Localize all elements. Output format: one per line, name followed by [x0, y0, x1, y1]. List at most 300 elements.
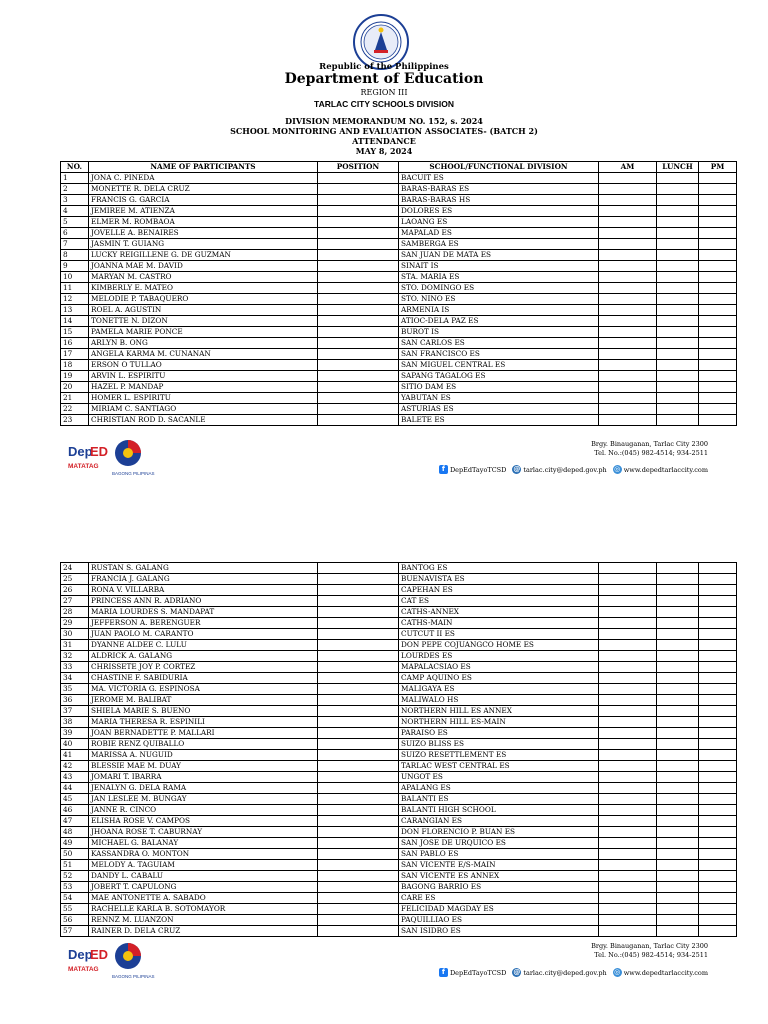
am-signature-cell [599, 849, 657, 860]
lunch-signature-cell [657, 926, 699, 937]
bagong-pilipinas-logo-icon [110, 438, 155, 478]
footer-address: Brgy. Binauganan, Tarlac City 2300 [591, 942, 708, 950]
memo-block [0, 116, 768, 156]
school-name: MAPALACSIAO ES [399, 662, 599, 673]
region-line: REGION III [360, 88, 408, 97]
table-row [61, 926, 737, 937]
school-name: SAN VICENTE E/S-MAIN [399, 860, 599, 871]
am-signature-cell [599, 673, 657, 684]
position-cell [318, 585, 399, 596]
position-cell [318, 915, 399, 926]
school-name: CAPEHAN ES [399, 585, 599, 596]
am-signature-cell [599, 393, 657, 404]
lunch-signature-cell [657, 338, 699, 349]
school-name: BARAS-BARAS HS [399, 195, 599, 206]
school-name: LAOANG ES [399, 217, 599, 228]
participant-name: DANDY L. CABALU [89, 871, 318, 882]
row-number: 6 [61, 228, 89, 239]
school-name: LOURDES ES [399, 651, 599, 662]
row-number: 52 [61, 871, 89, 882]
lunch-signature-cell [657, 706, 699, 717]
school-name: STO. NINO ES [399, 294, 599, 305]
participant-name: KIMBERLY E. MATEO [89, 283, 318, 294]
division-name: TARLAC CITY SCHOOLS DIVISION [314, 99, 454, 109]
lunch-signature-cell [657, 860, 699, 871]
row-number: 14 [61, 316, 89, 327]
pm-signature-cell [699, 772, 737, 783]
position-cell [318, 893, 399, 904]
am-signature-cell [599, 596, 657, 607]
lunch-signature-cell [657, 695, 699, 706]
lunch-signature-cell [657, 349, 699, 360]
am-signature-cell [599, 915, 657, 926]
table-row [61, 360, 737, 371]
svg-text:BAGONG PILIPINAS: BAGONG PILIPINAS [112, 974, 155, 979]
am-signature-cell [599, 882, 657, 893]
row-number: 11 [61, 283, 89, 294]
row-number: 8 [61, 250, 89, 261]
am-signature-cell [599, 415, 657, 426]
school-name: FELICIDAD MAGDAY ES [399, 904, 599, 915]
am-signature-cell [599, 860, 657, 871]
pm-signature-cell [699, 871, 737, 882]
participant-name: CHRISTIAN ROD D. SACANLE [89, 415, 318, 426]
pm-signature-cell [699, 695, 737, 706]
position-cell [318, 382, 399, 393]
pm-signature-cell [699, 860, 737, 871]
pm-signature-cell [699, 915, 737, 926]
school-name: CARANGIAN ES [399, 816, 599, 827]
participant-name: MARISSA A. NUGUID [89, 750, 318, 761]
row-number: 36 [61, 695, 89, 706]
am-signature-cell [599, 640, 657, 651]
am-signature-cell [599, 728, 657, 739]
row-number: 2 [61, 184, 89, 195]
email-address: tarlac.city@deped.gov.ph [523, 968, 607, 977]
pm-signature-cell [699, 750, 737, 761]
school-name: SAN MIGUEL CENTRAL ES [399, 360, 599, 371]
pm-signature-cell [699, 849, 737, 860]
participant-name: MARYAN M. CASTRO [89, 272, 318, 283]
row-number: 27 [61, 596, 89, 607]
pm-signature-cell [699, 228, 737, 239]
table-row [61, 415, 737, 426]
pm-signature-cell [699, 816, 737, 827]
am-signature-cell [599, 371, 657, 382]
participant-name: RONA V. VILLARBA [89, 585, 318, 596]
row-number: 39 [61, 728, 89, 739]
lunch-signature-cell [657, 783, 699, 794]
table-row [61, 838, 737, 849]
table-row [61, 882, 737, 893]
pm-signature-cell [699, 250, 737, 261]
am-signature-cell [599, 360, 657, 371]
am-signature-cell [599, 563, 657, 574]
pm-signature-cell [699, 728, 737, 739]
website-contact[interactable] [613, 968, 708, 977]
svg-text:ED: ED [90, 444, 109, 459]
am-signature-cell [599, 272, 657, 283]
table-row [61, 695, 737, 706]
attendance-table-page-2 [60, 562, 737, 937]
am-signature-cell [599, 717, 657, 728]
lunch-signature-cell [657, 283, 699, 294]
lunch-signature-cell [657, 915, 699, 926]
table-row [61, 184, 737, 195]
position-cell [318, 618, 399, 629]
lunch-signature-cell [657, 195, 699, 206]
website-url: www.depedtarlaccity.com [623, 968, 708, 977]
pm-signature-cell [699, 618, 737, 629]
am-signature-cell [599, 618, 657, 629]
participant-name: ERSON O TULLAO [89, 360, 318, 371]
table-row [61, 239, 737, 250]
am-signature-cell [599, 662, 657, 673]
pm-signature-cell [699, 404, 737, 415]
footer-tel: Tel. No.:(045) 982-4514; 934-2511 [594, 449, 708, 457]
school-name: DON FLORENCIO P. BUAN ES [399, 827, 599, 838]
position-cell [318, 838, 399, 849]
table-row [61, 893, 737, 904]
am-signature-cell [599, 772, 657, 783]
table-row [61, 393, 737, 404]
participant-name: JEFFERSON A. BERENGUER [89, 618, 318, 629]
position-cell [318, 228, 399, 239]
position-cell [318, 827, 399, 838]
facebook-icon: f [439, 968, 448, 977]
participant-name: CHASTINE F. SABIDURIA [89, 673, 318, 684]
lunch-signature-cell [657, 827, 699, 838]
table-row [61, 228, 737, 239]
row-number: 20 [61, 382, 89, 393]
position-cell [318, 717, 399, 728]
pm-signature-cell [699, 217, 737, 228]
school-name: BALETE ES [399, 415, 599, 426]
lunch-signature-cell [657, 662, 699, 673]
position-cell [318, 239, 399, 250]
participant-name: BLESSIE MAE M. DUAY [89, 761, 318, 772]
row-number: 42 [61, 761, 89, 772]
participant-name: MIRIAM C. SANTIAGO [89, 404, 318, 415]
table-row [61, 706, 737, 717]
school-name: CATHS-ANNEX [399, 607, 599, 618]
school-name: SAN PABLO ES [399, 849, 599, 860]
table-row [61, 272, 737, 283]
position-cell [318, 360, 399, 371]
lunch-signature-cell [657, 882, 699, 893]
table-row [61, 761, 737, 772]
lunch-signature-cell [657, 228, 699, 239]
row-number: 29 [61, 618, 89, 629]
participant-name: MA. VICTORIA G. ESPINOSA [89, 684, 318, 695]
participant-name: ARLYN B. ONG [89, 338, 318, 349]
lunch-signature-cell [657, 772, 699, 783]
table-row [61, 662, 737, 673]
lunch-signature-cell [657, 217, 699, 228]
table-row [61, 574, 737, 585]
pm-signature-cell [699, 206, 737, 217]
lunch-signature-cell [657, 750, 699, 761]
pm-signature-cell [699, 195, 737, 206]
am-signature-cell [599, 404, 657, 415]
school-name: ATIOC-DELA PAZ ES [399, 316, 599, 327]
row-number: 17 [61, 349, 89, 360]
participant-name: MONETTE R. DELA CRUZ [89, 184, 318, 195]
pm-signature-cell [699, 893, 737, 904]
lunch-signature-cell [657, 206, 699, 217]
participant-name: ROBIE RENZ QUIBALLO [89, 739, 318, 750]
am-signature-cell [599, 838, 657, 849]
row-number: 47 [61, 816, 89, 827]
school-name: NORTHERN HILL ES ANNEX [399, 706, 599, 717]
lunch-signature-cell [657, 327, 699, 338]
pm-signature-cell [699, 684, 737, 695]
am-signature-cell [599, 684, 657, 695]
lunch-signature-cell [657, 393, 699, 404]
position-cell [318, 662, 399, 673]
am-signature-cell [599, 184, 657, 195]
school-name: BANTOG ES [399, 563, 599, 574]
lunch-signature-cell [657, 816, 699, 827]
position-cell [318, 849, 399, 860]
pm-signature-cell [699, 563, 737, 574]
table-row [61, 371, 737, 382]
participant-name: ROEL A. AGUSTIN [89, 305, 318, 316]
table-row [61, 327, 737, 338]
lunch-signature-cell [657, 849, 699, 860]
lunch-signature-cell [657, 629, 699, 640]
school-name: BUROT IS [399, 327, 599, 338]
facebook-contact[interactable] [439, 465, 506, 474]
table-row [61, 195, 737, 206]
header-am: AM [599, 162, 657, 173]
lunch-signature-cell [657, 382, 699, 393]
participant-name: KASSANDRA O. MONTON [89, 849, 318, 860]
position-cell [318, 629, 399, 640]
school-name: PAQUILLIAO ES [399, 915, 599, 926]
table-row [61, 860, 737, 871]
lunch-signature-cell [657, 871, 699, 882]
participant-name: ALDRICK A. GALANG [89, 651, 318, 662]
row-number: 23 [61, 415, 89, 426]
memo-subject: SCHOOL MONITORING AND EVALUATION ASSOCIATES- (BATCH 2) [230, 126, 538, 136]
row-number: 24 [61, 563, 89, 574]
lunch-signature-cell [657, 574, 699, 585]
header-name: NAME OF PARTICIPANTS [89, 162, 318, 173]
participant-name: FRANCIA J. GALANG [89, 574, 318, 585]
position-cell [318, 860, 399, 871]
position-cell [318, 805, 399, 816]
participant-name: JONA C. PINEDA [89, 173, 318, 184]
row-number: 35 [61, 684, 89, 695]
position-cell [318, 926, 399, 937]
page-footer-1 [0, 438, 768, 498]
participant-name: CHRISSETE JOY P. CORTEZ [89, 662, 318, 673]
pm-signature-cell [699, 706, 737, 717]
lunch-signature-cell [657, 618, 699, 629]
position-cell [318, 882, 399, 893]
website-contact[interactable] [613, 465, 708, 474]
school-name: NORTHERN HILL ES-MAIN [399, 717, 599, 728]
row-number: 16 [61, 338, 89, 349]
table-row [61, 915, 737, 926]
header-position: POSITION [318, 162, 399, 173]
participant-name: MARIA LOURDES S. MANDAPAT [89, 607, 318, 618]
am-signature-cell [599, 904, 657, 915]
school-name: MAPALAD ES [399, 228, 599, 239]
position-cell [318, 761, 399, 772]
lunch-signature-cell [657, 563, 699, 574]
attendance-table-page-1 [60, 161, 737, 426]
svg-text:MATATAG: MATATAG [68, 966, 99, 973]
lunch-signature-cell [657, 893, 699, 904]
school-name: SUIZO RESETTLEMENT ES [399, 750, 599, 761]
lunch-signature-cell [657, 904, 699, 915]
row-number: 28 [61, 607, 89, 618]
school-name: SITIO DAM ES [399, 382, 599, 393]
school-name: CATHS-MAIN [399, 618, 599, 629]
position-cell [318, 695, 399, 706]
pm-signature-cell [699, 585, 737, 596]
svg-text:BAGONG PILIPINAS: BAGONG PILIPINAS [112, 471, 155, 476]
lunch-signature-cell [657, 415, 699, 426]
table-row [61, 250, 737, 261]
am-signature-cell [599, 294, 657, 305]
table-row [61, 294, 737, 305]
school-name: YABUTAN ES [399, 393, 599, 404]
school-name: BAGONG BARRIO ES [399, 882, 599, 893]
table-row [61, 717, 737, 728]
table-row [61, 206, 737, 217]
pm-signature-cell [699, 360, 737, 371]
table-row [61, 640, 737, 651]
table-row [61, 794, 737, 805]
row-number: 10 [61, 272, 89, 283]
participant-name: RUSTAN S. GALANG [89, 563, 318, 574]
row-number: 54 [61, 893, 89, 904]
am-signature-cell [599, 338, 657, 349]
lunch-signature-cell [657, 404, 699, 415]
row-number: 9 [61, 261, 89, 272]
email-contact[interactable] [512, 968, 606, 977]
row-number: 37 [61, 706, 89, 717]
pm-signature-cell [699, 327, 737, 338]
footer-contacts [439, 968, 708, 977]
school-name: SAN VICENTE ES ANNEX [399, 871, 599, 882]
school-name: APALANG ES [399, 783, 599, 794]
position-cell [318, 750, 399, 761]
am-signature-cell [599, 305, 657, 316]
pm-signature-cell [699, 393, 737, 404]
row-number: 45 [61, 794, 89, 805]
am-signature-cell [599, 382, 657, 393]
lunch-signature-cell [657, 651, 699, 662]
am-signature-cell [599, 316, 657, 327]
participant-name: PAMELA MARIE PONCE [89, 327, 318, 338]
row-number: 4 [61, 206, 89, 217]
facebook-contact[interactable] [439, 968, 506, 977]
lunch-signature-cell [657, 294, 699, 305]
table-row [61, 849, 737, 860]
memo-number: DIVISION MEMORANDUM NO. 152, s. 2024 [285, 116, 483, 126]
table-row [61, 871, 737, 882]
table-row [61, 607, 737, 618]
school-name: SAPANG TAGALOG ES [399, 371, 599, 382]
position-cell [318, 415, 399, 426]
lunch-signature-cell [657, 173, 699, 184]
pm-signature-cell [699, 607, 737, 618]
pm-signature-cell [699, 805, 737, 816]
am-signature-cell [599, 283, 657, 294]
am-signature-cell [599, 574, 657, 585]
position-cell [318, 305, 399, 316]
position-cell [318, 294, 399, 305]
pm-signature-cell [699, 173, 737, 184]
pm-signature-cell [699, 761, 737, 772]
am-signature-cell [599, 585, 657, 596]
school-name: BARAS-BARAS ES [399, 184, 599, 195]
participant-name: DYANNE ALDEE C. LULU [89, 640, 318, 651]
lunch-signature-cell [657, 239, 699, 250]
school-name: PARAISO ES [399, 728, 599, 739]
email-contact[interactable] [512, 465, 606, 474]
row-number: 26 [61, 585, 89, 596]
am-signature-cell [599, 926, 657, 937]
am-signature-cell [599, 750, 657, 761]
lunch-signature-cell [657, 360, 699, 371]
participant-name: MELODY A. TAGUIAM [89, 860, 318, 871]
participant-name: JASMIN T. GUIANG [89, 239, 318, 250]
participant-name: MELODIE P. TABAQUERO [89, 294, 318, 305]
row-number: 22 [61, 404, 89, 415]
table-row [61, 728, 737, 739]
am-signature-cell [599, 706, 657, 717]
row-number: 51 [61, 860, 89, 871]
lunch-signature-cell [657, 316, 699, 327]
position-cell [318, 904, 399, 915]
globe-icon: ◎ [614, 968, 621, 976]
school-name: UNGOT ES [399, 772, 599, 783]
position-cell [318, 673, 399, 684]
position-cell [318, 261, 399, 272]
row-number: 21 [61, 393, 89, 404]
department-title: Department of Education [284, 71, 484, 87]
position-cell [318, 338, 399, 349]
table-row [61, 805, 737, 816]
school-name: ASTURIAS ES [399, 404, 599, 415]
school-name: SAN CARLOS ES [399, 338, 599, 349]
lunch-signature-cell [657, 761, 699, 772]
header-no: NO. [61, 162, 89, 173]
lunch-signature-cell [657, 717, 699, 728]
position-cell [318, 184, 399, 195]
row-number: 40 [61, 739, 89, 750]
position-cell [318, 596, 399, 607]
row-number: 32 [61, 651, 89, 662]
facebook-icon: f [439, 465, 448, 474]
row-number: 31 [61, 640, 89, 651]
table-row [61, 404, 737, 415]
pm-signature-cell [699, 673, 737, 684]
participant-name: JHOANA ROSE T. CABURNAY [89, 827, 318, 838]
table-row [61, 772, 737, 783]
am-signature-cell [599, 893, 657, 904]
position-cell [318, 794, 399, 805]
pm-signature-cell [699, 283, 737, 294]
position-cell [318, 272, 399, 283]
svg-text:Dep: Dep [68, 444, 93, 459]
table-row [61, 261, 737, 272]
